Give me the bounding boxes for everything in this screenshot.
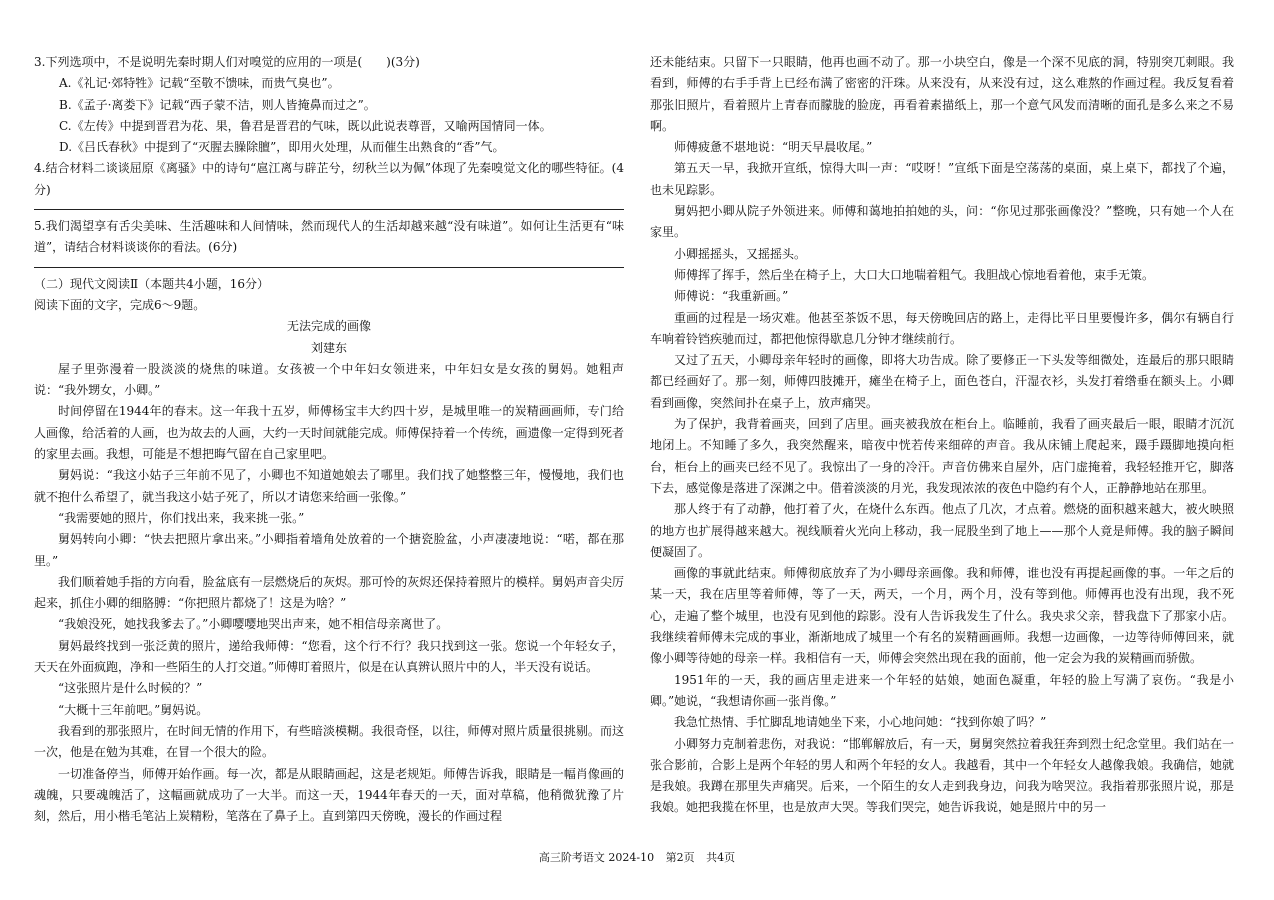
story-paragraph: 重画的过程是一场灾难。他甚至茶饭不思，每天傍晚回店的路上，走得比平日里要慢许多，偶尔有辆自行车响着铃铛疾驰而过，都把他惊得歇息几分钟才继续前行。 xyxy=(650,310,1234,346)
story-paragraph-continued: 还未能结束。只留下一只眼睛，他再也画不动了。那一小块空白，像是一个深不见底的洞，特别突兀刺眼。我看到，师傅的右手手背上已经布满了密密的汗珠。从来没有，从来没有过，这么难熬的作画过程。我反复看着那张旧照片，看着照片上青春而朦胧的脸庞，再看着素描纸上，那一个意气风发而清晰的面孔是多么来之不易啊。 xyxy=(650,55,1234,133)
story-author: 刘建东 xyxy=(310,340,347,355)
story-paragraph: 舅妈转向小卿：“快去把照片拿出来。”小卿指着墙角处放着的一个搪瓷脸盆，小声凄凄地说：“喏，都在那里。” xyxy=(34,532,624,568)
story-paragraph: 又过了五天，小卿母亲年轻时的画像，即将大功告成。除了要修正一下头发等细微处，连最后的那只眼睛都已经画好了。那一刻，师傅四肢摊开，瘫坐在椅子上，面色苍白，汗湿衣衫，头发打着绺垂在额头上。小卿看到画像，突然间扑在桌子上，放声痛哭。 xyxy=(650,353,1234,410)
story-paragraph: 那人终于有了动静，他打着了火，在烧什么东西。他点了几次，才点着。燃烧的面积越来越大，被火映照的地方也扩展得越来越大。视线顺着火光向上移动，我一屁股坐到了地上——那个人竟是师傅。我的脑子瞬间便凝固了。 xyxy=(650,502,1234,559)
story-paragraph: 舅妈说：“我这小姑子三年前不见了，小卿也不知道她娘去了哪里。我们找了她整整三年，慢慢地，我们也就不抱什么希望了，就当我这小姑子死了，所以才请您来给画一张像。” xyxy=(34,468,624,504)
footer-total-pages: 共4页 xyxy=(706,851,736,864)
story-title: 无法完成的画像 xyxy=(286,319,371,334)
story-paragraph: 我看到的那张照片，在时间无情的作用下，有些暗淡模糊。我很奇怪，以往，师傅对照片质量很挑剔。而这一次，他是在勉为其难，在冒一个很大的险。 xyxy=(34,723,624,760)
question-5: 5.我们渴望享有舌尖美味、生活趣味和人间情味，然而现代人的生活却越来越“没有味道”。如何让生活更有“味道”，请结合材料谈谈你的看法。(6分) xyxy=(34,219,624,255)
story-paragraph: 舅妈最终找到一张泛黄的照片，递给我师傅：“您看，这个行不行？我只找到这一张。您说一个年轻女子，天天在外面疯跑，净和一些陌生的人打交道。”师傅盯着照片，似是在认真辨认照片中的人，半天没有说话。 xyxy=(34,638,624,675)
story-paragraph: “我需要她的照片，你们找出来，我来挑一张。” xyxy=(58,510,305,525)
story-paragraph: “大概十三年前吧。”舅妈说。 xyxy=(58,702,209,717)
story-paragraph: 我急忙热情、手忙脚乱地请她坐下来，小心地问她：“找到你娘了吗？” xyxy=(674,715,1047,730)
story-paragraph: 师傅疲惫不堪地说：“明天早晨收尾。” xyxy=(674,140,873,155)
section-header: （二）现代文阅读Ⅱ（本题共4小题，16分） xyxy=(34,276,270,291)
story-paragraph: 小卿努力克制着悲伤，对我说：“邯郸解放后，有一天，舅舅突然拉着我狂奔到烈士纪念堂里。我们站在一张合影前，合影上是两个年轻的男人和两个年轻的女人。我越看，其中一个年轻女人越像我娘。我确信，她就是我娘。我蹲在那里失声痛哭。后来，一个陌生的女人走到我身边，问我为啥哭泣。我指着那张照片说，那是我娘。她把我揽在怀里，也是放声大哭。等我们哭完，她告诉我说，她是照片中的另一 xyxy=(650,736,1234,815)
answer-line xyxy=(34,267,624,268)
question-3-option-a: A.《礼记·郊特牲》记载“至敬不馈味，而贵气臭也”。 xyxy=(59,76,340,91)
story-paragraph: 1951年的一天，我的画店里走进来一个年轻的姑娘，她面色凝重，年轻的脸上写满了哀伤。“我是小卿。”她说，“我想请你画一张肖像。” xyxy=(650,672,1234,708)
right-column xyxy=(650,52,1234,819)
story-paragraph: 舅妈把小卿从院子外领进来。师傅和蔼地拍拍她的头，问：“你见过那张画像没？”整晚，只有她一个人在家里。 xyxy=(650,204,1234,240)
story-paragraph: 一切准备停当，师傅开始作画。每一次，都是从眼睛画起，这是老规矩。师傅告诉我，眼睛是一幅肖像画的魂魄，只要魂魄活了，这幅画就成功了一大半。而这一天，1944年春天的一天，面对草稿，他稍微犹豫了片刻，然后，用小楷毛笔沾上炭精粉，笔落在了鼻子上。直到第四天傍晚，漫长的作画过程 xyxy=(34,766,624,824)
story-paragraph: 为了保护，我背着画夹，回到了店里。画夹被我放在柜台上。临睡前，我看了画夹最后一眼，眼睛才沉沉地闭上。不知睡了多久，我突然醒来，暗夜中恍若传来细碎的声音。我从床铺上爬起来，蹑手蹑脚地摸向柜台，柜台上的画夹已经不见了。我惊出了一身的冷汗。声音仿佛来自屋外，店门虚掩着，我轻轻推开它，脚落下去，感觉像是落进了深渊之中。借着淡淡的月光，我发现浓浓的夜色中隐约有个人，正静静地站在那里。 xyxy=(650,417,1234,495)
footer-page-number: 第2页 xyxy=(665,851,695,864)
question-3: 3.下列选项中，不是说明先秦时期人们对嗅觉的应用的一项是( )(3分) xyxy=(34,55,420,69)
answer-line xyxy=(34,209,624,210)
question-3-option-c: C.《左传》中提到晋君为花、果，鲁君是晋君的气味，既以此说表尊晋，又喻两国情同一体。 xyxy=(59,118,552,133)
story-paragraph: “这张照片是什么时候的？” xyxy=(58,681,203,696)
left-column xyxy=(34,52,624,827)
question-3-option-b: B.《孟子·离娄下》记载“西子蒙不洁，则人皆掩鼻而过之”。 xyxy=(59,97,376,112)
footer-exam-name: 高三阶考语文 2024-10 xyxy=(538,851,655,864)
story-paragraph: 我们顺着她手指的方向看，脸盆底有一层燃烧后的灰烬。那可怜的灰烬还保持着照片的模样。舅妈声音尖厉起来，抓住小卿的细胳膊：“你把照片都烧了！这是为啥？” xyxy=(34,574,624,611)
story-paragraph: 师傅挥了挥手，然后坐在椅子上，大口大口地喘着粗气。我胆战心惊地看着他，束手无策。 xyxy=(674,267,1155,282)
story-paragraph: 屋子里弥漫着一股淡淡的烧焦的味道。女孩被一个中年妇女领进来，中年妇女是女孩的舅妈。她粗声说：“我外甥女，小卿。” xyxy=(34,361,624,398)
story-paragraph: 时间停留在1944年的春末。这一年我十五岁，师傅杨宝丰大约四十岁，是城里唯一的炭精画画师，专门给人画像，给活着的人画，也为故去的人画，大约一天时间就能完成。师傅保持着一个传统，画遗像一定得到死者的家里去画。我想，可能是不想把晦气留在自己家里吧。 xyxy=(34,404,624,462)
page-footer xyxy=(0,849,1274,865)
story-paragraph: 师傅说：“我重新画。” xyxy=(674,289,789,304)
story-paragraph: 画像的事就此结束。师傅彻底放弃了为小卿母亲画像。我和师傅，谁也没有再提起画像的事。一年之后的某一天，我在店里等着师傅，等了一天，两天，一个月，两个月，没有等到他。师傅再也没有出现，我不死心，走遍了整个城里，也没有见到他的踪影。没有人告诉我发生了什么。我央求父亲，替我盘下了那家小店。我继续着师傅未完成的事业，渐渐地成了城里一个有名的炭精画画师。我想一边画像，一边等待师傅回来，就像小卿等待她的母亲一样。我相信有一天，师傅会突然出现在我的面前，他一定会为我的炭精画而骄傲。 xyxy=(650,566,1234,666)
question-4: 4.结合材料二谈谈屈原《离骚》中的诗句“扈江离与辟芷兮，纫秋兰以为佩”体现了先秦嗅觉文化的哪些特征。(4分) xyxy=(34,161,624,197)
story-paragraph: “我娘没死，她找我爹去了。”小卿嘤嘤地哭出声来，她不相信母亲离世了。 xyxy=(58,617,449,632)
question-3-option-d: D.《吕氏春秋》中提到了“灭腥去臊除膻”，即用火处理，从而催生出熟食的“香”气。 xyxy=(59,140,505,155)
reading-instruction: 阅读下面的文字，完成6～9题。 xyxy=(34,297,206,312)
story-paragraph: 小卿摇摇头，又摇摇头。 xyxy=(674,246,807,261)
story-paragraph: 第五天一早，我掀开宣纸，惊得大叫一声：“哎呀！”宣纸下面是空荡荡的桌面，桌上桌下，都找了个遍，也未见踪影。 xyxy=(650,161,1234,197)
